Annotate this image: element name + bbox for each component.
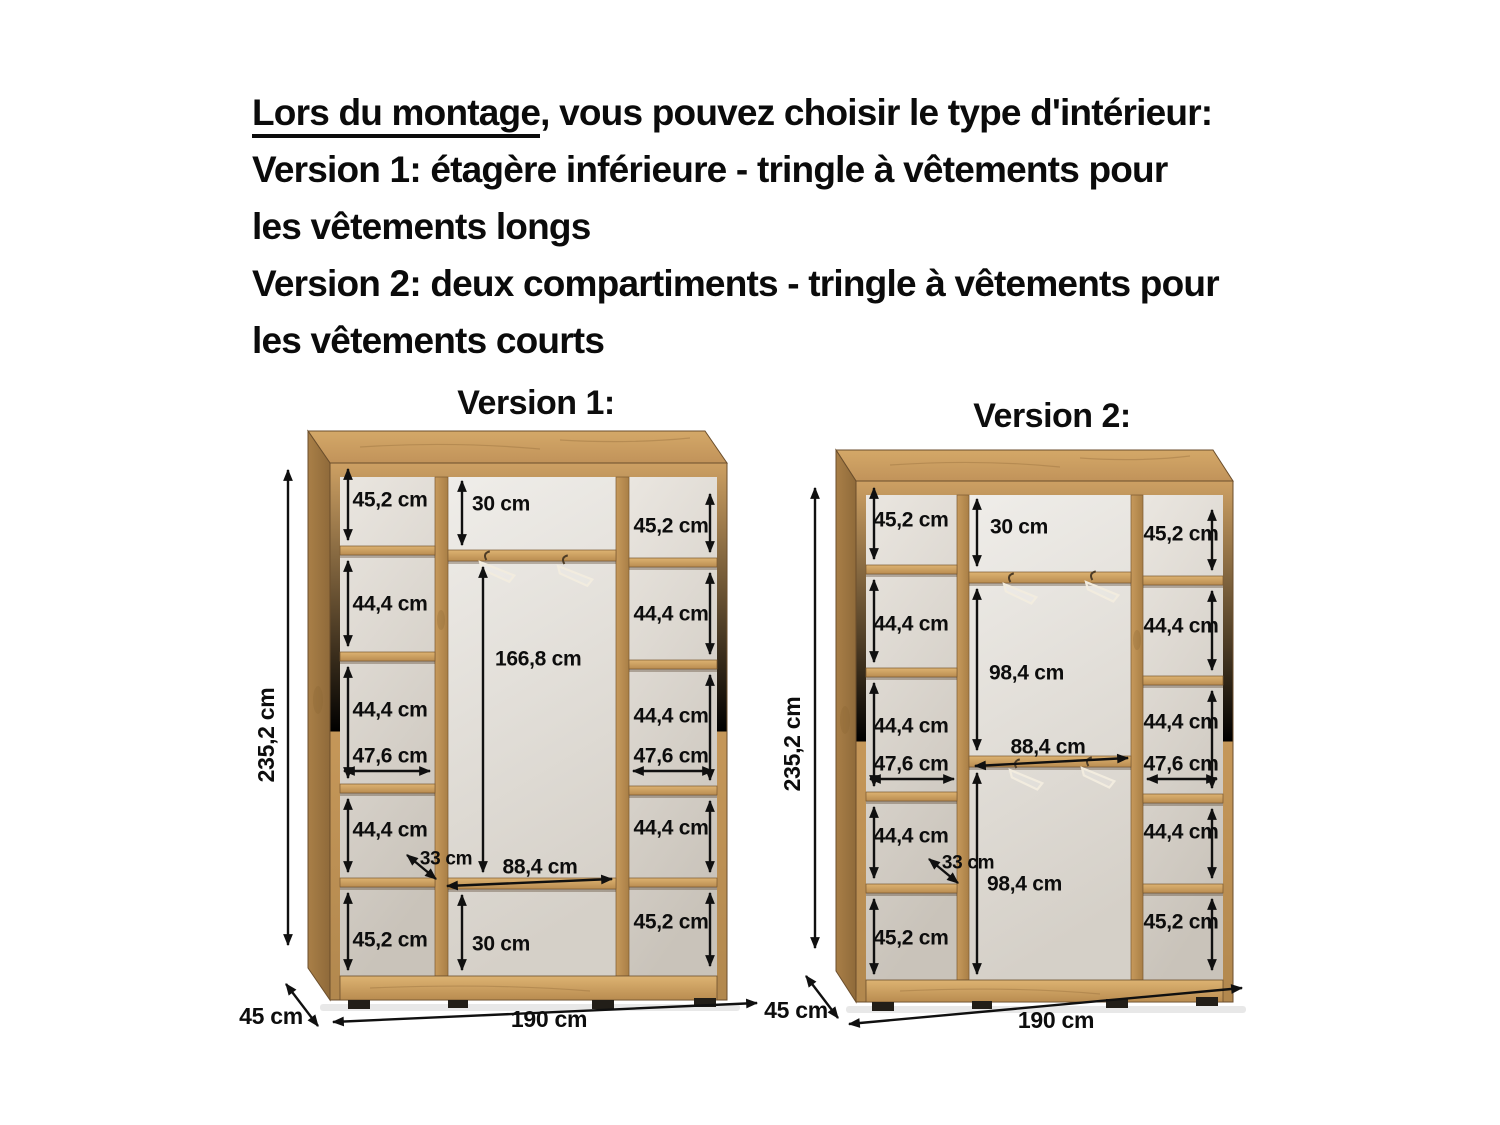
version1-title: Version 1: — [457, 384, 615, 422]
compartment-height-label: 44,4 cm — [352, 592, 428, 616]
compartment-height-label: 45,2 cm — [633, 910, 709, 934]
wood-knot — [1133, 630, 1141, 650]
shelf-depth-label: 33 cm — [941, 852, 995, 874]
top-compartment-label: 30 cm — [472, 492, 531, 516]
wood-knot — [437, 610, 445, 630]
compartment-height-label: 44,4 cm — [633, 816, 709, 840]
compartment-height-label: 44,4 cm — [873, 612, 949, 636]
version1-description-line1: Version 1: étagère inférieure - tringle à vêtements pour — [252, 149, 1168, 190]
column-width-label: 47,6 cm — [352, 744, 428, 768]
compartment-height-label: 44,4 cm — [1143, 614, 1219, 638]
compartment-height-label: 44,4 cm — [873, 824, 949, 848]
compartment-height-label: 45,2 cm — [1143, 522, 1219, 546]
compartment-height-label: 45,2 cm — [873, 926, 949, 950]
version2-title: Version 2: — [973, 397, 1131, 435]
wood-knot — [313, 686, 323, 714]
column-width-label: 47,6 cm — [1143, 752, 1219, 776]
base-panel — [866, 980, 1223, 1002]
intro-underlined: Lors du montage — [252, 92, 540, 138]
shelf-width-label: 88,4 cm — [502, 855, 578, 879]
overall-width-label: 190 cm — [510, 1006, 588, 1032]
column-width-label: 47,6 cm — [633, 744, 709, 768]
bottom-compartment-label: 30 cm — [472, 932, 531, 956]
compartment-height-label: 44,4 cm — [1143, 710, 1219, 734]
base-panel — [340, 976, 717, 1000]
version2-description-line1: Version 2: deux compartiments - tringle à vêtements pour — [252, 263, 1219, 304]
right-partition — [1131, 495, 1143, 980]
overall-height-label: 235,2 cm — [779, 696, 805, 792]
wardrobe-left-side-panel — [308, 431, 330, 1000]
compartment-height-label: 45,2 cm — [352, 488, 428, 512]
overall-width-label: 190 cm — [1017, 1007, 1095, 1033]
wardrobe-top-face — [836, 450, 1233, 481]
wardrobe-version2 — [764, 450, 1246, 1033]
top-compartment-label: 30 cm — [990, 515, 1049, 539]
compartment-height-label: 44,4 cm — [352, 698, 428, 722]
version2-description-line2: les vêtements courts — [252, 320, 605, 361]
compartment-height-label: 45,2 cm — [352, 928, 428, 952]
shelf-width-label: 88,4 cm — [1010, 735, 1086, 759]
left-partition — [435, 477, 448, 976]
compartment-height-label: 44,4 cm — [633, 704, 709, 728]
right-partition — [616, 477, 629, 976]
compartment-height-label: 45,2 cm — [1143, 910, 1219, 934]
compartment-height-label: 45,2 cm — [873, 508, 949, 532]
version1-description-line2: les vêtements longs — [252, 206, 591, 247]
wardrobe-version1 — [239, 431, 757, 1032]
left-partition — [957, 495, 969, 980]
intro-rest: , vous pouvez choisir le type d'intérieur: — [540, 92, 1213, 133]
column-width-label: 47,6 cm — [873, 752, 949, 776]
overall-depth-label: 45 cm — [239, 1003, 303, 1029]
hanging-space-label: 166,8 cm — [495, 647, 582, 671]
upper-compartment-label: 98,4 cm — [989, 661, 1064, 685]
compartment-height-label: 44,4 cm — [873, 714, 949, 738]
compartment-height-label: 44,4 cm — [352, 818, 428, 842]
compartment-height-label: 44,4 cm — [633, 602, 709, 626]
wood-knot — [840, 706, 850, 734]
lower-compartment-label: 98,4 cm — [987, 872, 1062, 896]
shelf-depth-label: 33 cm — [419, 848, 473, 870]
compartment-height-label: 44,4 cm — [1143, 820, 1219, 844]
overall-depth-label: 45 cm — [764, 997, 828, 1023]
overall-height-label: 235,2 cm — [253, 687, 279, 783]
compartment-height-label: 45,2 cm — [633, 514, 709, 538]
